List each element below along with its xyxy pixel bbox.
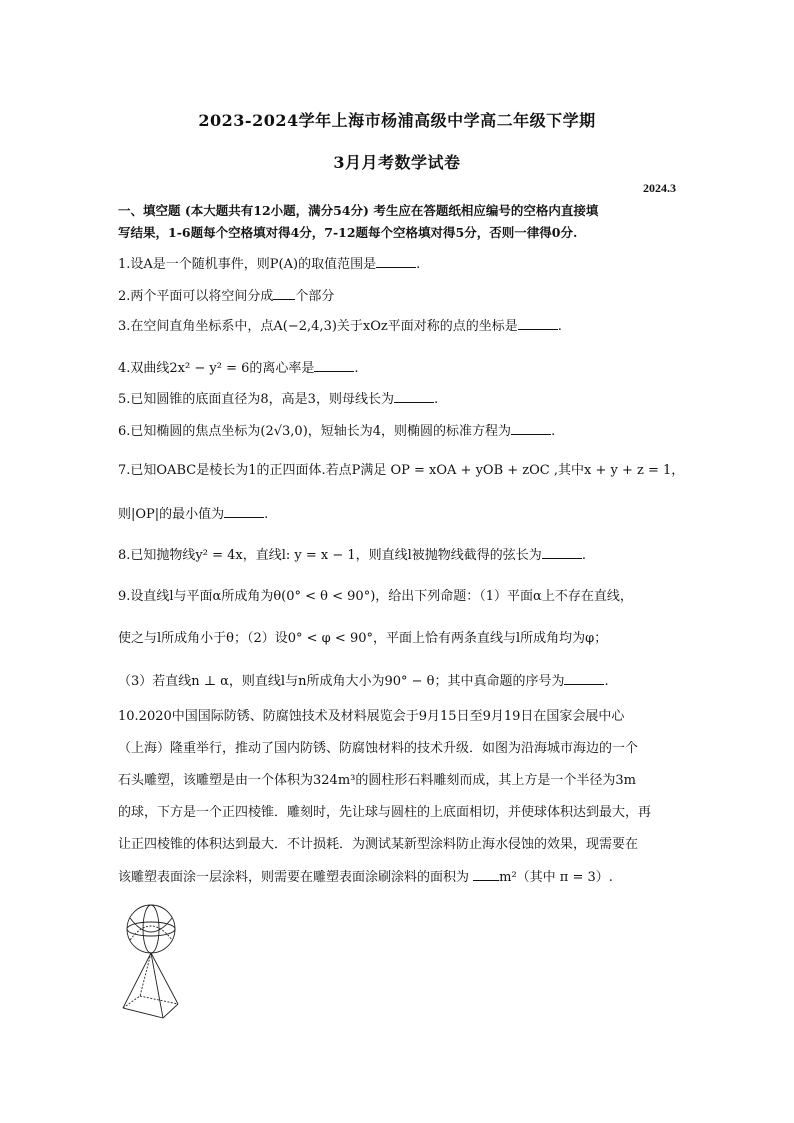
question-6: [118, 422, 683, 440]
question-10-text: 该雕塑表面涂一层涂料，则需要在雕塑表面涂刷涂料的面积为: [118, 870, 474, 885]
question-10-line2: （上海）隆重举行，推动了国内防锈、防腐蚀材料的技术升级．如图为沿海城市海边的一个: [118, 741, 639, 756]
exam-date: 2024.3: [643, 181, 676, 195]
sculpture-figure: [118, 904, 184, 1024]
question-9-line1: 9.设直线l与平面α所成角为θ(0° < θ < 90°)，给出下列命题：（1）平面α上不存在直线，: [118, 589, 633, 604]
pyramid-edge-front: [151, 953, 163, 1018]
question-3-text: 3.在空间直角坐标系中，点A(−2,4,3)关于xOz平面对称的点的坐标是: [118, 319, 518, 334]
question-2: [118, 287, 683, 305]
pyramid-edge-back: [140, 953, 151, 996]
section-header-line2: 写结果，1-6题每个空格填对得4分，7-12题每个空格填对得5分，否则一律得0分.: [118, 225, 578, 240]
answer-blank: [518, 317, 558, 330]
question-10-line5: 让正四棱锥的体积达到最大．不计损耗．为测试某新型涂料防止海水侵蚀的效果，现需要在: [118, 837, 639, 852]
answer-blank: [224, 505, 264, 518]
question-4-end: .: [354, 361, 359, 376]
question-5-text: 5.已知圆锥的底面直径为8，高是3，则母线长为: [118, 392, 394, 407]
question-8-end: .: [581, 548, 586, 563]
question-5-end: .: [433, 392, 439, 407]
sphere-arc-1: [130, 918, 172, 932]
section-header-line1: 一、填空题 (本大题共有12小题，满分54分) 考生应在答题纸相应编号的空格内直接填: [118, 203, 599, 218]
question-3: [118, 317, 683, 335]
pyramid-edge-left: [123, 953, 151, 1008]
question-4: [118, 359, 683, 377]
answer-blank: [314, 359, 354, 372]
question-9-text: （3）若直线n ⊥ α，则直线l与n所成角大小为90° − θ；其中真命题的序号为: [118, 674, 565, 689]
question-10-line6: [118, 868, 683, 886]
sphere-equator: [127, 922, 175, 936]
answer-blank: [273, 287, 295, 300]
question-5: [118, 390, 683, 408]
answer-blank: [376, 255, 416, 268]
sphere-outline: [127, 905, 175, 953]
question-1-end: .: [416, 257, 421, 272]
question-8: [118, 546, 683, 564]
question-7-text: 则|OP|的最小值为: [118, 507, 225, 522]
answer-blank: [542, 546, 582, 559]
pyramid-base-front-left: [123, 1008, 163, 1018]
question-1-text: 1.设A是一个随机事件，则P(A)的取值范围是: [118, 257, 377, 272]
answer-blank: [564, 672, 604, 685]
sphere-arc-2: [130, 926, 172, 940]
question-10-end: m²（其中 π = 3）.: [499, 870, 613, 885]
question-6-text: 6.已知椭圆的焦点坐标为(2√3,0)，短轴长为4，则椭圆的标准方程为: [118, 424, 512, 439]
pyramid-base-front-right: [163, 1004, 178, 1018]
answer-blank: [473, 868, 499, 881]
question-2-text: 2.两个平面可以将空间分成: [118, 289, 274, 304]
question-7-end: .: [264, 507, 269, 522]
question-2-end: 个部分: [295, 289, 335, 304]
exam-title-line1: 2023-2024学年上海市杨浦高级中学高二年级下学期: [198, 111, 596, 130]
question-9-end: .: [604, 674, 609, 689]
question-7-line2: [118, 505, 683, 523]
question-10-line3: 石头雕塑，该雕塑是由一个体积为324m³的圆柱形石料雕刻而成，其上方是一个半径为3m: [118, 773, 636, 788]
sphere-meridian: [143, 905, 159, 953]
question-4-text: 4.双曲线2x² − y² = 6的离心率是: [118, 361, 315, 376]
question-9-line3: [118, 672, 683, 690]
pyramid-edge-right: [151, 953, 178, 1004]
question-8-text: 8.已知抛物线y² = 4x，直线l: y = x − 1，则直线l被抛物线截得的弦长为: [118, 548, 542, 563]
question-3-end: .: [557, 319, 562, 334]
answer-blank: [511, 422, 551, 435]
question-7-line1: 7.已知OABC是棱长为1的正四面体.若点P满足 OP = xOA + yOB + zOC ,其中x + y + z = 1，: [118, 463, 685, 478]
question-6-end: .: [551, 424, 556, 439]
question-10-line4: 的球，下方是一个正四棱锥．雕刻时，先让球与圆柱的上底面相切，并使球体积达到最大，再: [118, 805, 652, 820]
question-10-line1: 10.2020中国国际防锈、防腐蚀技术及材料展览会于9月15日至9月19日在国家会展中心: [118, 709, 625, 724]
question-1: [118, 255, 683, 273]
answer-blank: [394, 390, 434, 403]
question-9-line2: 使之与l所成角小于θ；（2）设0° < φ < 90°，平面上恰有两条直线与l所成角均为φ；: [118, 631, 608, 646]
exam-title-line2: 3月月考数学试卷: [333, 153, 461, 172]
